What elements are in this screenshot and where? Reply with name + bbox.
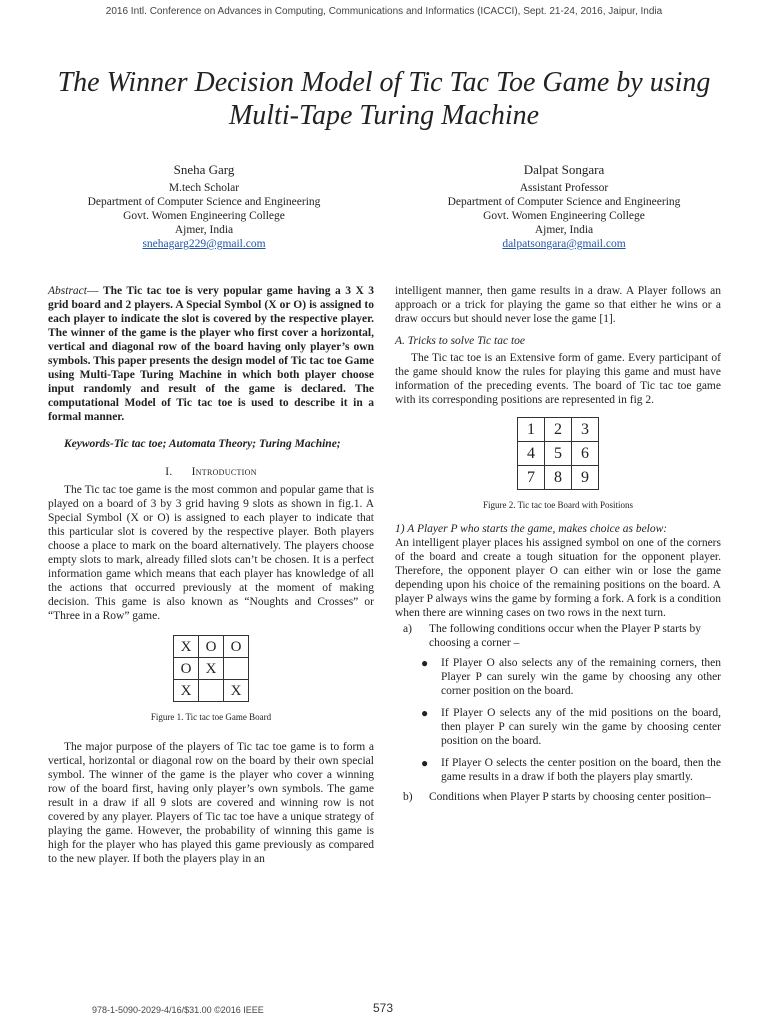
subsection-heading-a: A. Tricks to solve Tic tac toe xyxy=(395,335,525,347)
author-email-link[interactable]: dalpatsongara@gmail.com xyxy=(502,238,626,250)
author-role: Assistant Professor xyxy=(519,182,609,194)
author-block-2 xyxy=(424,163,704,251)
abstract-label: Abstract xyxy=(48,285,87,297)
author-city: Ajmer, India xyxy=(534,224,594,236)
page-number: 573 xyxy=(373,1001,394,1015)
board-cell: 2 xyxy=(545,418,572,442)
subsection-heading-1: 1) A Player P who starts the game, makes choice as below: xyxy=(395,523,668,535)
bullet-text: If Player O selects the center position on the board, then the game results in a draw if both the players play smartly. xyxy=(441,757,721,783)
conference-header: 2016 Intl. Conference on Advances in Computing, Communications and Informatics (ICACCI), Sept. 21-24, 2016, Jaipur, India xyxy=(105,6,663,17)
author-city: Ajmer, India xyxy=(174,224,234,236)
bullet-icon: ● xyxy=(421,756,429,770)
bullet-text: If Player O also selects any of the remaining corners, then Player P can surely win the game by choosing any other corner position on the board. xyxy=(441,657,721,697)
author-email-link[interactable]: snehagarg229@gmail.com xyxy=(142,238,266,250)
board-cell: O xyxy=(224,636,249,658)
board-cell: X xyxy=(174,680,199,702)
author-dept: Department of Computer Science and Engineering xyxy=(87,196,321,208)
board-cell: 5 xyxy=(545,442,572,466)
board-cell: 9 xyxy=(572,466,599,490)
board-cell: 3 xyxy=(572,418,599,442)
board-cell xyxy=(224,658,249,680)
board-cell: 8 xyxy=(545,466,572,490)
paragraph-continued: intelligent manner, then game results in a draw. A Player follows an approach or a trick for playing the game so that either he wins or a draw occurs but should never lose the game [1]. xyxy=(395,285,721,325)
list-item-a xyxy=(395,622,721,650)
board-cell: O xyxy=(174,658,199,680)
list-text: Conditions when Player P starts by choosing center position– xyxy=(429,791,711,803)
intro-paragraph-2: The major purpose of the players of Tic tac toe game is to form a vertical, horizontal or diagonal row on the board by their own special symbol. The winner of the game is the player who cover a winning row of the board first, having only player’s own symbols. The game result in a draw if all 9 slots are covered and winning row is not covered by any player. Players of Tic tac toe have a unique strategy of playing the game. However, the probability of winning this game is high for the player who has played this game previously as compared to the new player. If both the players play in an xyxy=(48,741,374,865)
abstract-text: The Tic tac toe is very popular game having a 3 X 3 grid board and 2 players. A Special Symbol (X or O) is assigned to each player to indicate the slot is covered by the respective player. The winner of the game is the player who first cover a horizontal, vertical and diagonal row of the board having only player’s own symbols. This paper presents the design model of Tic tac toe Game using Multi-Tape Turing Machine in which both player choose input randomly and result of the game is declared. The computational Model of Tic tac toe is used to describe it in a formal manner. xyxy=(48,285,374,423)
board-cell xyxy=(199,680,224,702)
board-cell: 6 xyxy=(572,442,599,466)
figure-2-caption: Figure 2. Tic tac toe Board with Positions xyxy=(482,500,633,510)
section-number: I. xyxy=(165,466,173,478)
bullet-text: If Player O selects any of the mid positions on the board, then player P can surely win the game by choosing center position on the board. xyxy=(441,707,721,747)
author-dept: Department of Computer Science and Engineering xyxy=(447,196,681,208)
paragraph-tricks: The Tic tac toe is an Extensive form of game. Every participant of the game should know the rules for playing this game and must have information of the preceding events. The board of Tic tac toe game with its corresponding positions are represented in fig 2. xyxy=(395,352,721,406)
section-heading-introduction xyxy=(48,465,374,479)
paper-title: The Winner Decision Model of Tic Tac Toe Game by using Multi-Tape Turing Machine xyxy=(57,67,711,131)
board-cell: O xyxy=(199,636,224,658)
board-cell: 7 xyxy=(518,466,545,490)
left-column xyxy=(48,284,374,866)
list-text: The following conditions occur when the Player P starts by choosing a corner – xyxy=(429,623,702,649)
game-board-figure-2 xyxy=(517,417,599,490)
section-title: Introduction xyxy=(191,466,257,478)
bullet-icon: ● xyxy=(421,656,429,670)
abstract xyxy=(48,284,374,424)
author-name: Sneha Garg xyxy=(173,162,235,177)
board-cell: X xyxy=(174,636,199,658)
abstract-dash: — xyxy=(86,285,103,297)
list-label: b) xyxy=(403,791,413,803)
author-name: Dalpat Songara xyxy=(523,162,605,177)
figure-1 xyxy=(48,635,374,724)
paragraph-player-p: An intelligent player places his assigned symbol on one of the corners of the board and create a tough situation for the opponent player. Therefore, the opponent player O can either win or lose the game depending upon his choice of the remaining positions on the board. A player P always wins the game by forming a fork. A fork is a condition when there are winning cases on two rows in the next turn. xyxy=(395,537,721,619)
bullet-item xyxy=(421,656,721,698)
author-college: Govt. Women Engineering College xyxy=(483,210,645,222)
bullet-item xyxy=(421,756,721,784)
figure-1-caption: Figure 1. Tic tac toe Game Board xyxy=(150,712,272,722)
keywords: Keywords-Tic tac toe; Automata Theory; Turing Machine; xyxy=(64,438,341,450)
intro-paragraph-1: The Tic tac toe game is the most common and popular game that is played on a board of 3 by 3 grid having 9 slots as shown in fig.1. A Special Symbol (X or O) is assigned to each player to indicate that this particular slot is covered by the respective player. Both players choose a place to mark on the board alternatively. The players choose empty slots to mark, already filled slots can’t be chosen. It is a perfect information game which means that each player has knowledge of all the actions that occurred previously at the moment of making decision. This game is also known as “Noughts and Crosses” or “Three in a Row” game. xyxy=(48,484,374,622)
bullet-item xyxy=(421,706,721,748)
author-role: M.tech Scholar xyxy=(168,182,240,194)
author-block-1 xyxy=(64,163,344,251)
list-item-b xyxy=(395,790,721,804)
board-cell: 1 xyxy=(518,418,545,442)
list-label: a) xyxy=(403,623,412,635)
bullet-icon: ● xyxy=(421,706,429,720)
game-board-figure-1 xyxy=(173,635,249,702)
footer-copyright: 978-1-5090-2029-4/16/$31.00 ©2016 IEEE xyxy=(92,1005,264,1015)
board-cell: X xyxy=(224,680,249,702)
board-cell: 4 xyxy=(518,442,545,466)
right-column xyxy=(395,284,721,804)
board-cell: X xyxy=(199,658,224,680)
figure-2 xyxy=(395,417,721,512)
author-college: Govt. Women Engineering College xyxy=(123,210,285,222)
